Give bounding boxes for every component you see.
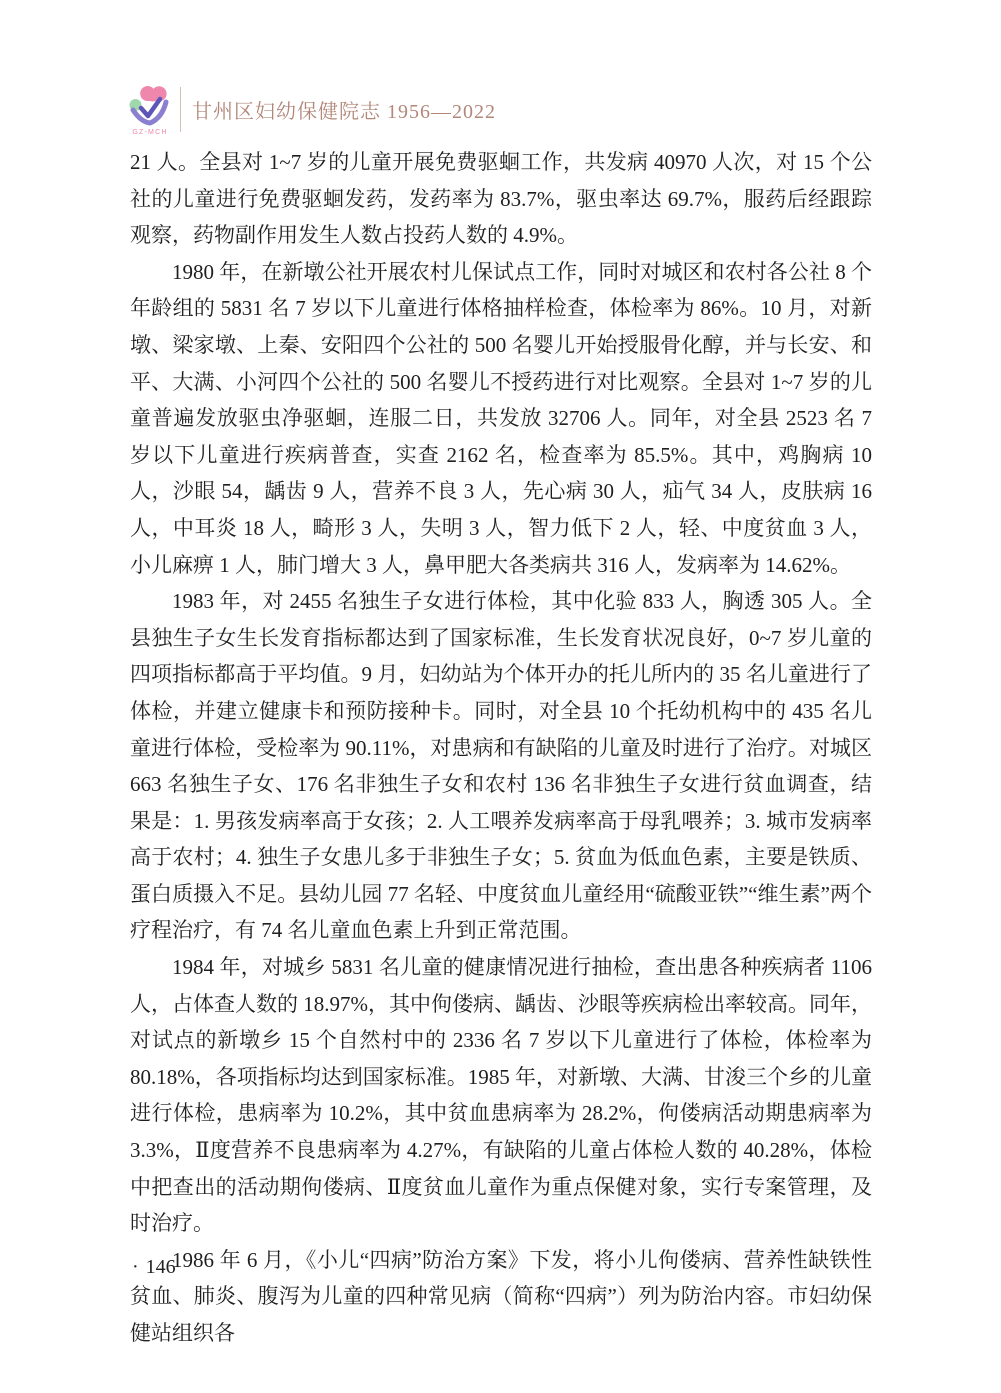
mch-logo [127,82,173,136]
page-footer [132,1256,176,1279]
header-title: 甘州区妇幼保健院志 1956—2022 [192,101,496,123]
logo-caption: GZ-MCH [132,129,168,136]
paragraph: 1983 年，对 2455 名独生子女进行体检，其中化验 833 人，胸透 305 人。全县独生子女生长发育指标都达到了国家标准，生长发育状况良好，0~7 岁儿童的四项指标都高于平均值。9 月，妇幼站为个体开办的托儿所内的 35 名儿童进行了体检，并建立健康卡和预防接种卡。同时，对全县 10 个托幼机构中的 435 名儿童进行体检，受检率为 90.11%，对患病和有缺陷的儿童及时进行了治疗。对城区 663 名独生子女、176 名非独生子女和农村 136 名非独生子女进行贫血调查，结果是：1. 男孩发病率高于女孩；2. 人工喂养发病率高于母乳喂养；3. 城市发病率高于农村；4. 独生子女患儿多于非独生子女；5. 贫血为低血色素，主要是铁质、蛋白质摄入不足。县幼儿园 77 名轻、中度贫血儿童经用“硫酸亚铁”“维生素”两个疗程治疗，有 74 名儿童血色素上升到正常范围。 [130,589,872,943]
logo-heart-icon [127,82,173,136]
page-number: 146 [145,1256,176,1278]
header-divider [180,87,181,132]
body-text [130,144,872,1352]
paragraph: 1984 年，对城乡 5831 名儿童的健康情况进行抽检，查出患各种疾病者 1106 人，占体查人数的 18.97%，其中佝偻病、龋齿、沙眼等疾病检出率较高。同年，对试点的新墩乡 15 个自然村中的 2336 名 7 岁以下儿童进行了体检，体检率为 80.18%，各项指标均达到国家标准。1985 年，对新墩、大满、甘浚三个乡的儿童进行体检，患病率为 10.2%，其中贫血患病率为 28.2%，佝偻病活动期患病率为 3.3%，Ⅱ度营养不良患病率为 4.27%，有缺陷的儿童占体检人数的 40.28%，体检中把查出的活动期佝偻病、Ⅱ度贫血儿童作为重点保健对象，实行专案管理，及时治疗。 [130,955,872,1236]
page-number-marker: · [132,1256,139,1278]
paragraph: 1986 年 6 月，《小儿“四病”防治方案》下发，将小儿佝偻病、营养性缺铁性贫血、肺炎、腹泻为儿童的四种常见病（简称“四病”）列为防治内容。市妇幼保健站组织各 [130,1247,872,1345]
paragraph: 1980 年，在新墩公社开展农村儿保试点工作，同时对城区和农村各公社 8 个年龄组的 5831 名 7 岁以下儿童进行体格抽样检查，体检率为 86%。10 月，对新墩、梁家墩、上秦、安阳四个公社的 500 名婴儿开始授服骨化醇，并与长安、和平、大满、小河四个公社的 500 名婴儿不授药进行对比观察。全县对 1~7 岁的儿童普遍发放驱虫净驱蛔，连服二日，共发放 32706 人。同年，对全县 2523 名 7 岁以下儿童进行疾病普查，实查 2162 名，检查率为 85.5%。其中，鸡胸病 10 人，沙眼 54，龋齿 9 人，营养不良 3 人，先心病 30 人，疝气 34 人，皮肤病 16 人，中耳炎 18 人，畸形 3 人，失明 3 人，智力低下 2 人，轻、中度贫血 3 人，小儿麻痹 1 人，肺门增大 3 人，鼻甲肥大各类病共 316 人，发病率为 14.62%。 [130,259,872,577]
paragraph: 21 人。全县对 1~7 岁的儿童开展免费驱蛔工作，共发病 40970 人次，对 15 个公社的儿童进行免费驱蛔发药，发药率为 83.7%，驱虫率达 69.7%，服药后经跟踪观察，药物副作用发生人数占投药人数的 4.9%。 [130,150,872,248]
